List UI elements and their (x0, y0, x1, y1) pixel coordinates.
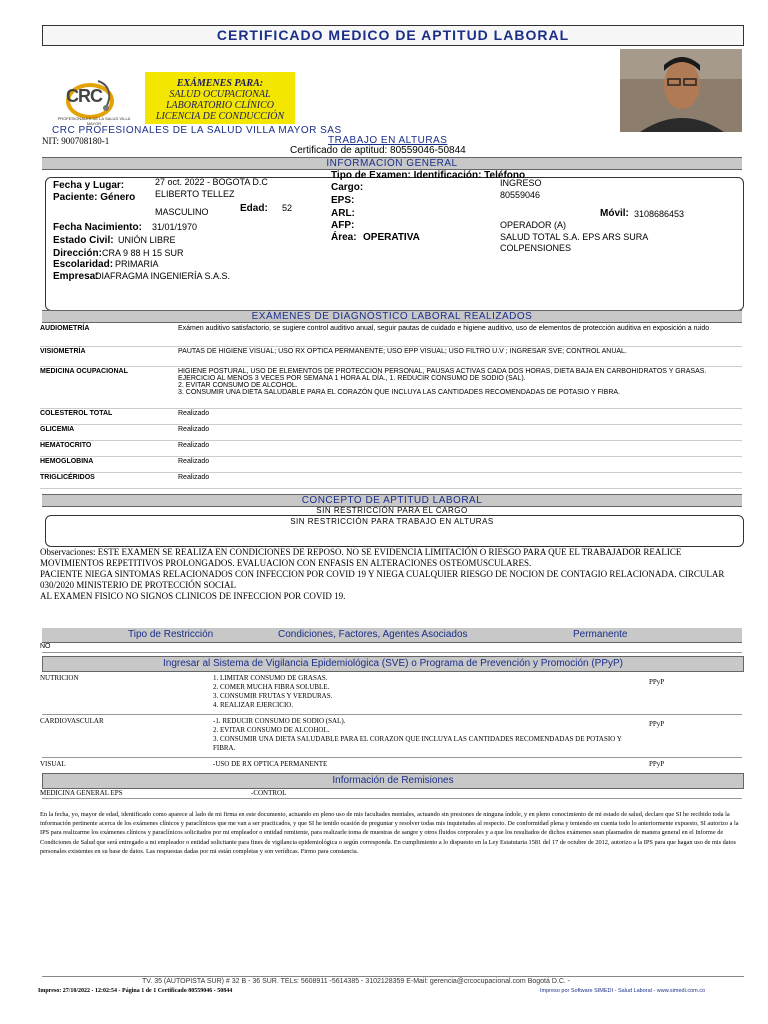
exam-result: Realizado (178, 440, 742, 456)
remision-name: MEDICINA GENERAL EPS (40, 789, 123, 797)
movil-value: 3108686453 (634, 209, 685, 219)
afp-label: AFP: (331, 220, 355, 231)
person-icon (620, 49, 742, 132)
restriction-conditions-heading: Condiciones, Factores, Agentes Asociados (278, 629, 468, 640)
exam-name: AUDIOMETRÍA (40, 324, 178, 346)
logo-tagline: PROFESIONALES DE LA SALUD VILLA MAYOR (57, 116, 131, 126)
cargo-value: OPERADOR (A) (500, 220, 567, 230)
certificate-number: Certificado de aptitud: 80559046-50844 (290, 145, 466, 156)
tipo-examen-value: INGRESO (500, 178, 542, 188)
movil-label: Móvil: (600, 208, 629, 219)
nacimiento-label: Fecha Nacimiento: (53, 222, 142, 233)
edad-value: 52 (282, 203, 293, 213)
restriction-value: NO (40, 643, 51, 650)
identificacion-value: 80559046 (500, 190, 541, 200)
footer-printed: Impreso: 27/10/2022 - 12:02:54 - Página 1 de 1 Certificado 80559046 - 50844 (38, 988, 233, 994)
exam-row (40, 324, 742, 346)
exam-result: Realizado (178, 424, 742, 440)
tipo-examen-label: Tipo de Examen: Identificación: Teléfono (331, 170, 526, 181)
footer-address: TV. 35 (AUTOPISTA SUR) # 32 B - 36 SUR. TELs: 5608911 -5614385 - 3102128359 E-Mail: gerencia@crcocupacional.com Bogotá D.C. - (142, 978, 571, 985)
exam-name: GLICEMIA (40, 424, 178, 440)
sve-row-type: PPyP (649, 760, 665, 768)
sve-row-items: 1. LIMITAR CONSUMO DE GRASAS. 2. COMER MUCHA FIBRA SOLUBLE. 3. CONSUMIR FRUTAS Y VERDURAS. 4. REALIZAR EJERCICIO. (213, 674, 333, 709)
paciente-value: ELIBERTO TELLEZ (155, 189, 235, 199)
sve-header: Ingresar al Sistema de Vigilancia Epidemiológica (SVE) o Programa de Prevención y Promoción (PPyP) (42, 656, 744, 672)
area-label: Área: (331, 232, 357, 243)
exam-row (40, 472, 742, 488)
company-name: CRC PROFESIONALES DE LA SALUD VILLA MAYOR SAS (52, 125, 342, 136)
footer-divider (42, 976, 744, 977)
exam-row (40, 424, 742, 440)
genero-value: MASCULINO (155, 207, 209, 217)
eps-arl-value: SALUD TOTAL S.A. EPS ARS SURA (500, 232, 649, 242)
concept-alturas: SIN RESTRICCIÓN PARA TRABAJO EN ALTURAS (290, 517, 494, 526)
exam-result: Realizado (178, 408, 742, 424)
exam-row (40, 366, 742, 408)
civil-value: UNIÓN LIBRE (118, 235, 176, 245)
exams-for-line: LICENCIA DE CONDUCCIÓN (155, 111, 285, 122)
exam-row (40, 456, 742, 472)
observations-label: Observaciones: (40, 547, 96, 557)
exam-row (40, 440, 742, 456)
exam-row (40, 408, 742, 424)
fecha-lugar-label: Fecha y Lugar: (53, 180, 125, 191)
restriction-type-heading: Tipo de Restricción (128, 629, 214, 640)
restriction-header (42, 628, 742, 643)
exam-name: VISIOMETRÍA (40, 346, 178, 366)
restriction-permanent-heading: Permanente (573, 629, 628, 640)
exam-name: MEDICINA OCUPACIONAL (40, 366, 178, 408)
concept-cargo: SIN RESTRICCIÓN PARA EL CARGO (316, 506, 468, 515)
exam-result: HIGIENE POSTURAL, USO DE ELEMENTOS DE PROTECCION PERSONAL, PAUSAS ACTIVAS CADA DOS HORAS, DIETA BAJA EN CARBOHIDRATOS Y GRASAS. EJERCICIO AL MENOS 3 VECES POR SEMANA 1 HORA AL DÍA., 1. REDUCIR CONSUMO DE SODIO (SAL). 2. EVITAR CONSUMO DE ALCOHOL. 3. CONSUMIR UNA DIETA SALUDABLE PARA EL CORAZÓN QUE INCLUYA LAS CANTIDADES RECOMENDADAS DE POTASIO Y FIBRA. (178, 366, 742, 408)
patient-photo (620, 49, 742, 132)
exams-for-line: LABORATORIO CLÍNICO (165, 100, 275, 111)
sve-row-name: VISUAL (40, 760, 66, 768)
sve-row-type: PPyP (649, 720, 665, 728)
nacimiento-value: 31/01/1970 (152, 222, 198, 232)
info-header: INFORMACIÓN GENERAL (42, 157, 742, 170)
footer-software: Impreso por Software SIMEDI - Salud Laboral - www.simedi.com.co (540, 988, 706, 994)
divider (42, 652, 742, 653)
exam-name: TRIGLICÉRIDOS (40, 472, 178, 488)
sve-row-items: -USO DE RX OPTICA PERMANENTE (213, 760, 328, 768)
work-type: TRABAJO EN ALTURAS (328, 135, 448, 146)
exam-row (40, 346, 742, 366)
paciente-label: Paciente: Género (53, 192, 136, 203)
direccion-label: Dirección: (53, 248, 102, 259)
exams-for-heading: EXÁMENES PARA: (176, 78, 264, 89)
fecha-lugar-value: 27 oct. 2022 - BOGOTA D.C (155, 177, 268, 187)
exams-header: EXÁMENES DE DIAGNÓSTICO LABORAL REALIZADOS (42, 310, 742, 323)
exam-result: PAUTAS DE HIGIENE VISUAL; USO RX OPTICA PERMANENTE; USO EPP VISUAL; USO FILTRO U.V ; INGRESAR SVE; CONTROL ANUAL. (178, 346, 742, 366)
escolaridad-label: Escolaridad: (53, 259, 114, 270)
divider (42, 798, 742, 799)
sve-row-name: NUTRICION (40, 674, 79, 682)
exam-name: COLESTEROL TOTAL (40, 408, 178, 424)
exams-for-line: SALUD OCUPACIONAL (169, 89, 271, 100)
observations-text: ESTE EXAMEN SE REALIZA EN CONDICIONES DE REPOSO. NO SE EVIDENCIA LIMITACIÓN O RIESGO PARA QUE EL TRABAJADOR REALICE MOVIMIENTOS REPETITIVOS PROLONGADOS. EVALUACION CON ENFASIS EN ALTERACIONES OSTEOMUSCULARES. PACIENTE NIEGA SINTOMAS RELACIONADOS CON INFECCION POR COVID 19 Y NIEGA CUALQUIER RIESGO DE NOCION DE CONTAGIO RELACIONADA. CIRCULAR 030/2020 MINISTERIO DE PROTECCIÓN SOCIAL AL EXAMEN FISICO NO SIGNOS CLINICOS DE INFECCION POR COVID 19. (40, 547, 725, 601)
empresa-label: Empresa: (53, 271, 99, 282)
exam-name: HEMATOCRITO (40, 440, 178, 456)
concept-header: CONCEPTO DE APTITUD LABORAL (42, 494, 742, 507)
company-nit: NIT: 900708180-1 (42, 136, 110, 146)
observations (40, 547, 740, 602)
remisiones-header: Información de Remisiones (42, 773, 744, 789)
arl-label: ARL: (331, 208, 355, 219)
area-value: OPERATIVA (363, 232, 420, 243)
eps-label: EPS: (331, 195, 355, 206)
exams-for-box (145, 72, 295, 124)
exam-result: Realizado (178, 456, 742, 472)
sve-row-type: PPyP (649, 678, 665, 686)
remision-detail: -CONTROL (251, 789, 287, 797)
logo-letters: CRC (66, 86, 102, 106)
edad-label: Edad: (240, 203, 268, 214)
exam-result: Realizado (178, 472, 742, 488)
legal-consent-text: En la fecha, yo, mayor de edad, identificado como aparece al lado de mi firma en este documento, actuando en pleno uso de mis facultades mentales, actuando sin presiones de ninguna índole, y en pleno conocimiento de mi estado de salud, declaro que SI he recibido toda la información pertinente acerca de los exámenes clínicos y paraclínicos que me van a ser practicados, y que SI he tenido ocasión de preguntar y resolver todas mis inquietudes al respecto. De conformidad plena y teniendo en cuenta todo lo anteriormente expuesto, SI autorizo a la IPS para realizarme los exámenes clínicos y paraclínicos solicitados por mi empleador o entidad remitente, para realizarle toma de muestras de sangre y otros fluidos corporales y a que los resultados de dichos exámenes sean plasmados de manera general en el Informe de Condiciones de Salud que será entregado a mi empleador o entidad solicitante para fines de vigilancia epidemiológica o según corresponda. En cumplimiento a lo dispuesto en la Ley Estatutaria 1581 del 17 de octubre de 2012, autorizo a la IPS para que hagan uso de mis datos personales existentes en su base de datos. Las respuestas dadas por mi están completas y son verídicas. Firmo para constancia. (40, 811, 739, 855)
exam-result: Exámen auditivo satisfactorio, se sugiere control auditivo anual, seguir pautas de cuidado e higiene auditivo, uso de elementos de protección auditiva en exposición a ruido (178, 324, 742, 346)
document-title: CERTIFICADO MEDICO DE APTITUD LABORAL (42, 25, 744, 46)
divider (42, 714, 742, 715)
direccion-value: CRA 9 88 H 15 SUR (102, 248, 184, 258)
cargo-label: Cargo: (331, 182, 364, 193)
sve-row-items: -1. REDUCIR CONSUMO DE SODIO (SAL). 2. EVITAR CONSUMO DE ALCOHOL. 3. CONSUMIR UNA DIETA SALUDABLE PARA EL CORAZON QUE INCLUYA LAS CANTIDADES RECOMENDADAS DE POTASIO Y FIBRA. (213, 717, 622, 752)
empresa-value: DIAFRAGMA INGENIERÍA S.A.S. (95, 271, 231, 281)
sve-row-name: CARDIOVASCULAR (40, 717, 104, 725)
afp-value: COLPENSIONES (500, 243, 572, 253)
divider (42, 757, 742, 758)
civil-label: Estado Civil: (53, 235, 114, 246)
escolaridad-value: PRIMARIA (115, 259, 159, 269)
exam-name: HEMOGLOBINA (40, 456, 178, 472)
exams-table (40, 324, 742, 489)
